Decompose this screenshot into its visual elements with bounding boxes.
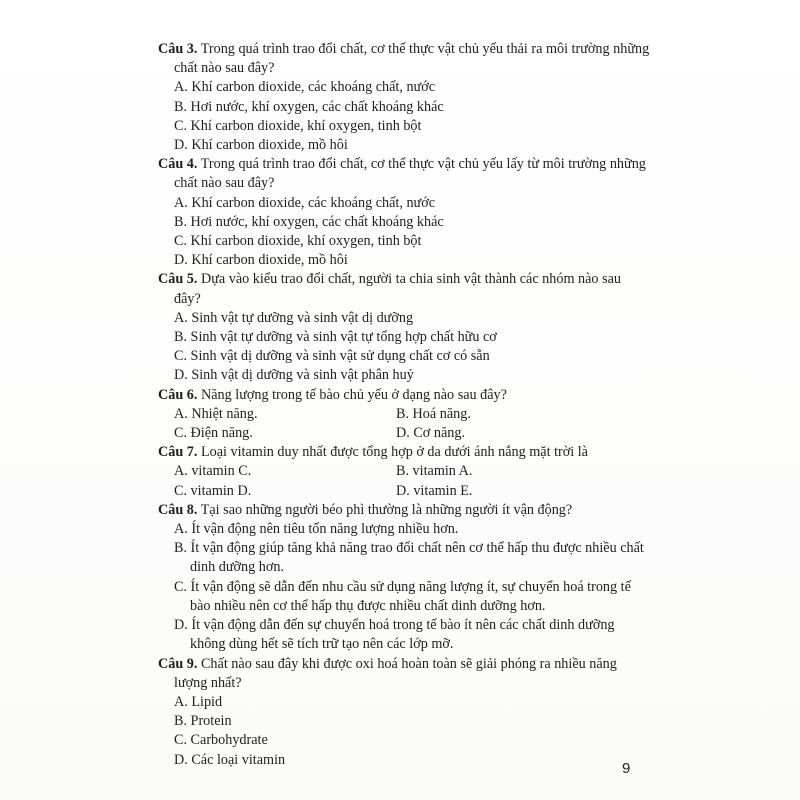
question-4-label: Câu 4. xyxy=(158,156,198,173)
question-3-text: Trong quá trình trao đổi chất, cơ thể thực vật chủ yếu thải ra môi trường những chất nào sau đây? xyxy=(174,41,650,77)
question-4-text: Trong quá trình trao đổi chất, cơ thể thực vật chủ yếu lấy từ môi trường những chất nào sau đây? xyxy=(174,156,646,192)
question-9-option-b: B. Protein xyxy=(174,713,232,730)
question-8-option-b: B. Ít vận động giúp tăng khả năng trao đổi chất nên cơ thể hấp thu được nhiều chất dinh dưỡng hơn. xyxy=(174,540,644,576)
question-4-title xyxy=(158,155,650,193)
question-6 xyxy=(158,386,650,444)
question-5-option-c: C. Sinh vật dị dưỡng và sinh vật sử dụng chất cơ có sẵn xyxy=(174,348,490,365)
question-8 xyxy=(158,501,650,655)
question-8-label: Câu 8. xyxy=(158,501,198,518)
question-5-text: Dựa vào kiểu trao đổi chất, người ta chia sinh vật thành các nhóm nào sau đây? xyxy=(174,271,621,307)
question-9-option-d: D. Các loại vitamin xyxy=(174,751,286,768)
question-3 xyxy=(158,40,650,155)
question-5 xyxy=(158,270,650,385)
question-3-title xyxy=(158,40,650,78)
question-6-options xyxy=(158,405,650,443)
question-9-text: Chất nào sau đây khi được oxi hoá hoàn toàn sẽ giải phóng ra nhiều năng lượng nhất? xyxy=(174,655,617,691)
question-5-option-d: D. Sinh vật dị dưỡng và sinh vật phân huỷ xyxy=(174,367,414,384)
question-4 xyxy=(158,155,650,270)
question-9-title xyxy=(158,655,650,693)
question-7-option-b: B. vitamin A. xyxy=(396,463,473,480)
question-7-text: Loại vitamin duy nhất được tổng hợp ở da dưới ánh nắng mặt trời là xyxy=(200,444,588,461)
question-4-option-a: A. Khí carbon dioxide, các khoáng chất, nước xyxy=(174,194,436,211)
question-3-option-c: C. Khí carbon dioxide, khí oxygen, tinh bột xyxy=(174,117,422,134)
question-9-option-a: A. Lipid xyxy=(174,693,223,710)
question-8-options xyxy=(158,520,650,654)
question-5-option-b: B. Sinh vật tự dưỡng và sinh vật tự tổng hợp chất hữu cơ xyxy=(174,329,497,346)
question-9-option-c: C. Carbohydrate xyxy=(174,732,268,749)
question-4-option-c: C. Khí carbon dioxide, khí oxygen, tinh bột xyxy=(174,233,422,250)
question-list xyxy=(158,40,650,770)
question-6-label: Câu 6. xyxy=(158,386,198,403)
question-4-option-b: B. Hơi nước, khí oxygen, các chất khoáng khác xyxy=(174,213,444,230)
question-8-option-a: A. Ít vận động nên tiêu tốn năng lượng nhiều hơn. xyxy=(174,521,459,538)
question-8-option-c: C. Ít vận động sẽ dẫn đến nhu cầu sử dụng năng lượng ít, sự chuyển hoá trong tế bào nhiều nên cơ thể hấp thụ được nhiều chất dinh dưỡng hơn. xyxy=(174,578,631,614)
question-6-option-b: B. Hoá năng. xyxy=(396,405,471,422)
question-7-title xyxy=(158,443,650,462)
question-6-option-d: D. Cơ năng. xyxy=(396,425,465,442)
question-5-label: Câu 5. xyxy=(158,271,198,288)
question-6-option-a: A. Nhiệt năng. xyxy=(174,405,258,422)
question-3-option-d: D. Khí carbon dioxide, mồ hôi xyxy=(174,137,348,154)
question-3-label: Câu 3. xyxy=(158,41,198,57)
question-7-option-d: D. vitamin E. xyxy=(396,482,473,499)
question-7-option-a: A. vitamin C. xyxy=(174,463,252,480)
question-9 xyxy=(158,655,650,770)
question-3-option-b: B. Hơi nước, khí oxygen, các chất khoáng khác xyxy=(174,98,444,115)
question-4-option-d: D. Khí carbon dioxide, mồ hôi xyxy=(174,252,348,269)
question-3-option-a: A. Khí carbon dioxide, các khoáng chất, nước xyxy=(174,79,436,96)
question-6-option-c: C. Điện năng. xyxy=(174,425,253,442)
question-9-label: Câu 9. xyxy=(158,655,198,672)
question-6-text: Năng lượng trong tế bào chủ yếu ở dạng nào sau đây? xyxy=(200,386,507,403)
question-7-label: Câu 7. xyxy=(158,444,198,461)
question-5-option-a: A. Sinh vật tự dưỡng và sinh vật dị dưỡng xyxy=(174,309,414,326)
question-7-options xyxy=(158,462,650,500)
question-6-title xyxy=(158,386,650,405)
question-8-text: Tại sao những người béo phì thường là những người ít vận động? xyxy=(200,501,573,518)
question-3-options xyxy=(158,78,650,155)
question-5-options xyxy=(158,309,650,386)
question-7 xyxy=(158,443,650,501)
question-9-options xyxy=(158,693,650,770)
question-4-options xyxy=(158,194,650,271)
question-8-option-d: D. Ít vận động dẫn đến sự chuyển hoá trong tế bào ít nên các chất dinh dưỡng không dùng hết sẽ tích trữ tạo nên các lớp mỡ. xyxy=(174,617,615,653)
question-7-option-c: C. vitamin D. xyxy=(174,482,252,499)
question-5-title xyxy=(158,270,650,308)
question-8-title xyxy=(158,501,650,520)
page-number: 9 xyxy=(622,760,631,777)
